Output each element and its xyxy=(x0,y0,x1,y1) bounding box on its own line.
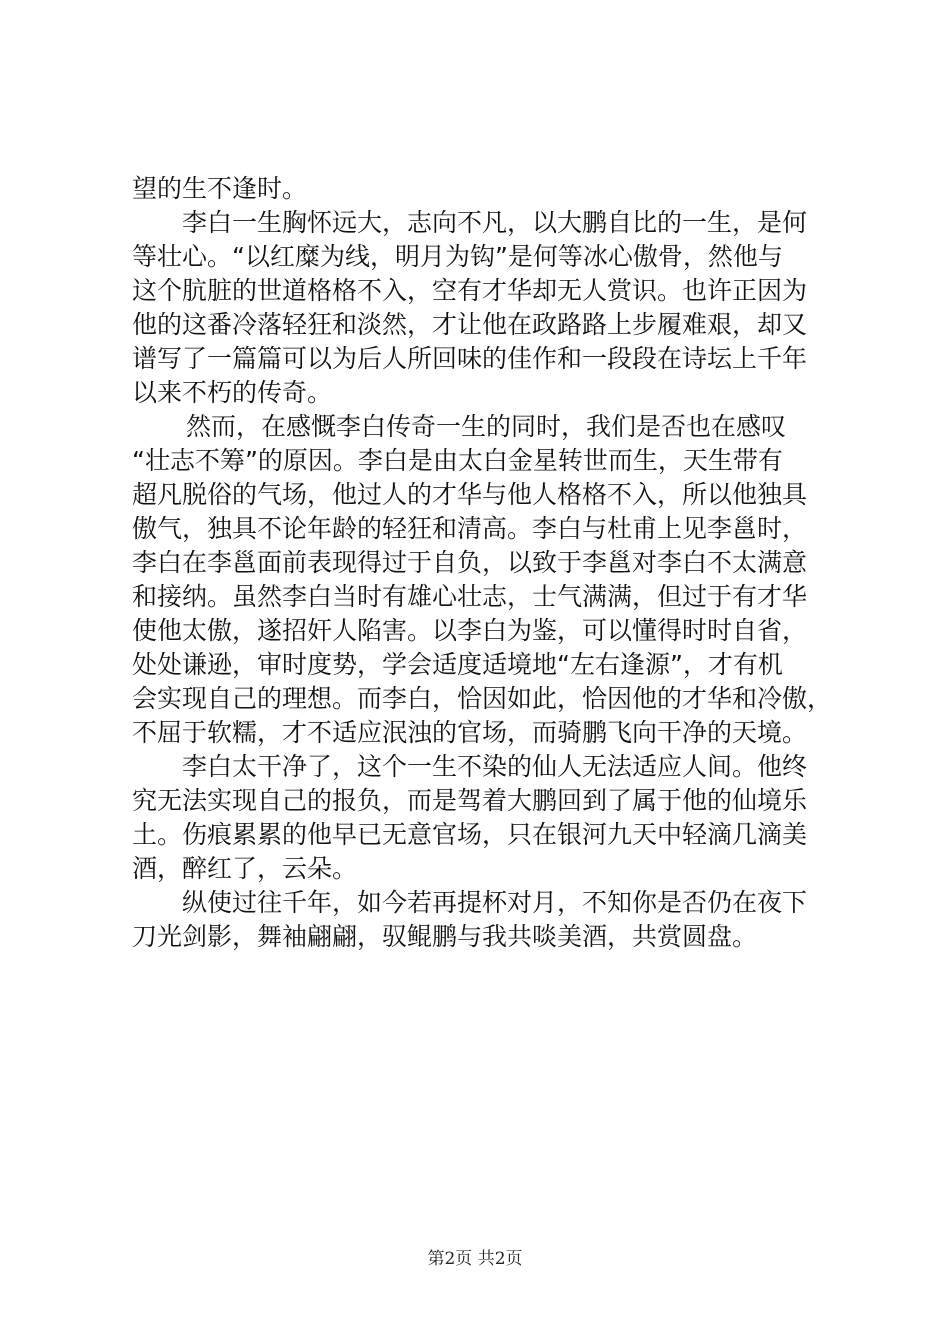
text-line: 使他太傲，遂招奸人陷害。以李白为鉴，可以懂得时时自省， xyxy=(132,616,808,645)
text-line: 李白一生胸怀远大，志向不凡，以大鹏自比的一生，是何 xyxy=(182,208,808,237)
text-line: 刀光剑影，舞袖翩翩，驭鲲鹏与我共啖美酒，共赏圆盘。 xyxy=(132,922,758,951)
body-text xyxy=(132,172,833,954)
text-line: 等壮心。“以红糜为线，明月为钩”是何等冰心傲骨，然他与 xyxy=(132,242,783,271)
text-line: 和接纳。虽然李白当时有雄心壮志，士气满满，但过于有才华 xyxy=(132,582,808,611)
text-line: 处处谦逊，审时度势，学会适度适境地“左右逢源”，才有机 xyxy=(132,650,783,679)
page-footer xyxy=(0,1244,950,1269)
text-line: 望的生不逢时。 xyxy=(132,174,308,203)
text-line: 纵使过往千年，如今若再提杯对月，不知你是否仍在夜下 xyxy=(182,888,808,917)
text-line: 他的这番冷落轻狂和淡然，才让他在政路路上步履难艰，却又 xyxy=(132,310,808,339)
text-line: 傲气，独具不论年龄的轻狂和清高。李白与杜甫上见李邕时， xyxy=(132,514,808,543)
text-line: 超凡脱俗的气场，他过人的才华与他人格格不入，所以他独具 xyxy=(132,480,808,509)
text-line: 李白太干净了，这个一生不染的仙人无法适应人间。他终 xyxy=(182,752,808,781)
text-line: 然而，在感慨李白传奇一生的同时，我们是否也在感叹 xyxy=(186,412,787,441)
text-line: 土。伤痕累累的他早已无意官场，只在银河九天中轻滴几滴美 xyxy=(132,820,808,849)
text-line: 李白在李邕面前表现得过于自负，以致于李邕对李白不太满意 xyxy=(132,548,808,577)
text-line: 以来不朽的传奇。 xyxy=(132,378,333,407)
text-line: 酒，醉红了，云朵。 xyxy=(132,854,358,883)
text-line: 这个肮脏的世道格格不入，空有才华却无人赏识。也许正因为 xyxy=(132,276,808,305)
page-number-label: 第2页 共2页 xyxy=(427,1249,523,1269)
text-line: 不屈于软糯，才不适应泯浊的官场，而骑鹏飞向干净的天境。 xyxy=(132,718,808,747)
text-line: 究无法实现自己的报负，而是驾着大鹏回到了属于他的仙境乐 xyxy=(132,786,808,815)
text-line: 会实现自己的理想。而李白，恰因如此，恰因他的才华和冷傲， xyxy=(132,684,833,713)
text-line: “壮志不筹”的原因。李白是由太白金星转世而生，天生带有 xyxy=(132,446,783,475)
text-line: 谱写了一篇篇可以为后人所回味的佳作和一段段在诗坛上千年 xyxy=(132,344,808,373)
